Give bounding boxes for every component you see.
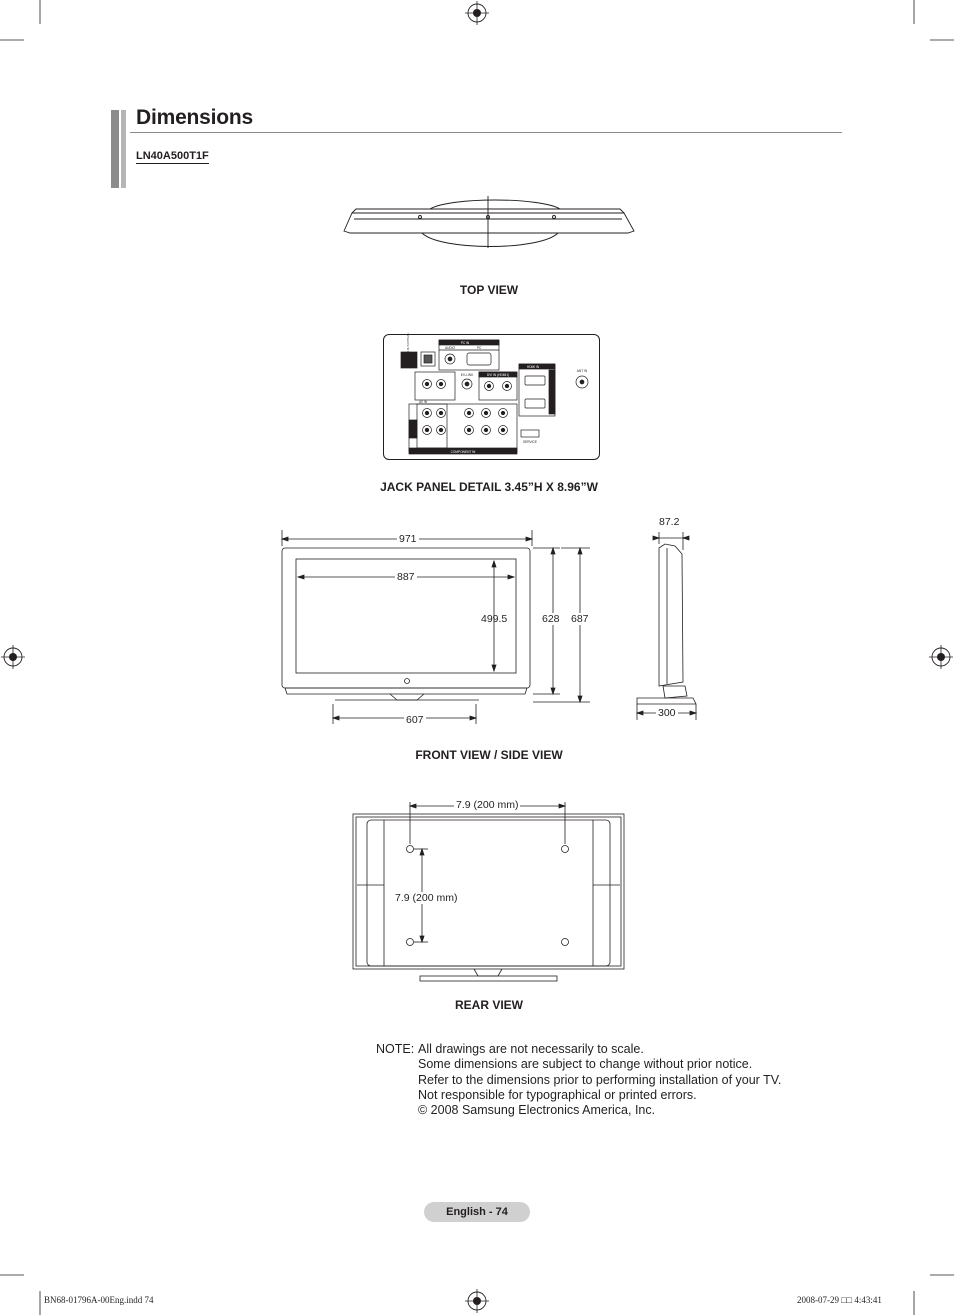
rear-view-drawing xyxy=(350,800,630,980)
model-number: LN40A500T1F xyxy=(136,150,209,162)
dim-overall-width: 971 xyxy=(399,533,417,545)
jack-label-hdmi-in: HDMI IN xyxy=(526,365,540,369)
footer-timestamp: 2008-07-29 □□ 4:43:41 xyxy=(797,1295,882,1305)
jack-label-dvi-in: DVI IN (HDMI1) xyxy=(486,373,510,377)
page-number: English - 74 xyxy=(424,1202,530,1222)
dim-vertical-mount: 7.9 (200 mm) xyxy=(395,892,458,904)
jack-label-ant-in: ANT IN xyxy=(576,369,588,373)
registration-mark-right-icon xyxy=(929,645,953,669)
jack-panel-caption: JACK PANEL DETAIL 3.45”H X 8.96”W xyxy=(380,480,598,494)
dim-horizontal-mount: 7.9 (200 mm) xyxy=(456,799,519,811)
dim-stand-width: 607 xyxy=(406,714,424,726)
note-line-1: All drawings are not necessarily to scale. xyxy=(418,1042,644,1056)
section-bar-light xyxy=(121,110,126,188)
jack-label-optical: DIGITAL AUDIO OUT (OPTICAL) xyxy=(407,332,410,368)
dim-screen-height: 499.5 xyxy=(481,613,508,625)
footer-file: BN68-01796A-00Eng.indd 74 xyxy=(44,1295,154,1305)
registration-mark-bottom-icon xyxy=(465,1289,489,1313)
note-line-3: Refer to the dimensions prior to performing installation of your TV. xyxy=(418,1072,782,1087)
note-line-4: Not responsible for typographical or printed errors. xyxy=(418,1087,697,1102)
jack-panel-detail-drawing xyxy=(383,334,598,458)
dim-height-without-stand: 628 xyxy=(542,613,560,625)
note-line-2: Some dimensions are subject to change without prior notice. xyxy=(418,1057,753,1072)
registration-mark-top-icon xyxy=(465,1,489,25)
jack-label-audio: AUDIO xyxy=(444,346,456,350)
note-label: NOTE: xyxy=(376,1042,415,1056)
note-block xyxy=(376,1042,781,1118)
dim-stand-depth: 300 xyxy=(658,707,676,719)
dim-screen-width: 887 xyxy=(397,571,415,583)
dim-height-with-stand: 687 xyxy=(571,613,589,625)
page-title: Dimensions xyxy=(136,106,254,129)
jack-label-component-in: COMPONENT IN xyxy=(450,450,476,454)
jack-label-service: SERVICE xyxy=(523,440,537,444)
title-rule xyxy=(130,132,842,133)
jack-label-ex-link: EX-LINK xyxy=(460,373,474,377)
front-side-view-caption: FRONT VIEW / SIDE VIEW xyxy=(415,748,563,762)
rear-view-caption: REAR VIEW xyxy=(454,998,523,1012)
jack-label-av-in: AV IN xyxy=(418,400,428,404)
registration-mark-left-icon xyxy=(1,645,25,669)
note-line-5: © 2008 Samsung Electronics America, Inc. xyxy=(418,1103,656,1118)
jack-label-pc-in: PC IN xyxy=(460,341,470,345)
top-view-caption: TOP VIEW xyxy=(459,283,519,297)
jack-label-pc: PC xyxy=(476,346,482,350)
top-view-drawing xyxy=(340,193,640,253)
section-bar-dark xyxy=(111,110,119,188)
dim-depth: 87.2 xyxy=(659,516,680,528)
